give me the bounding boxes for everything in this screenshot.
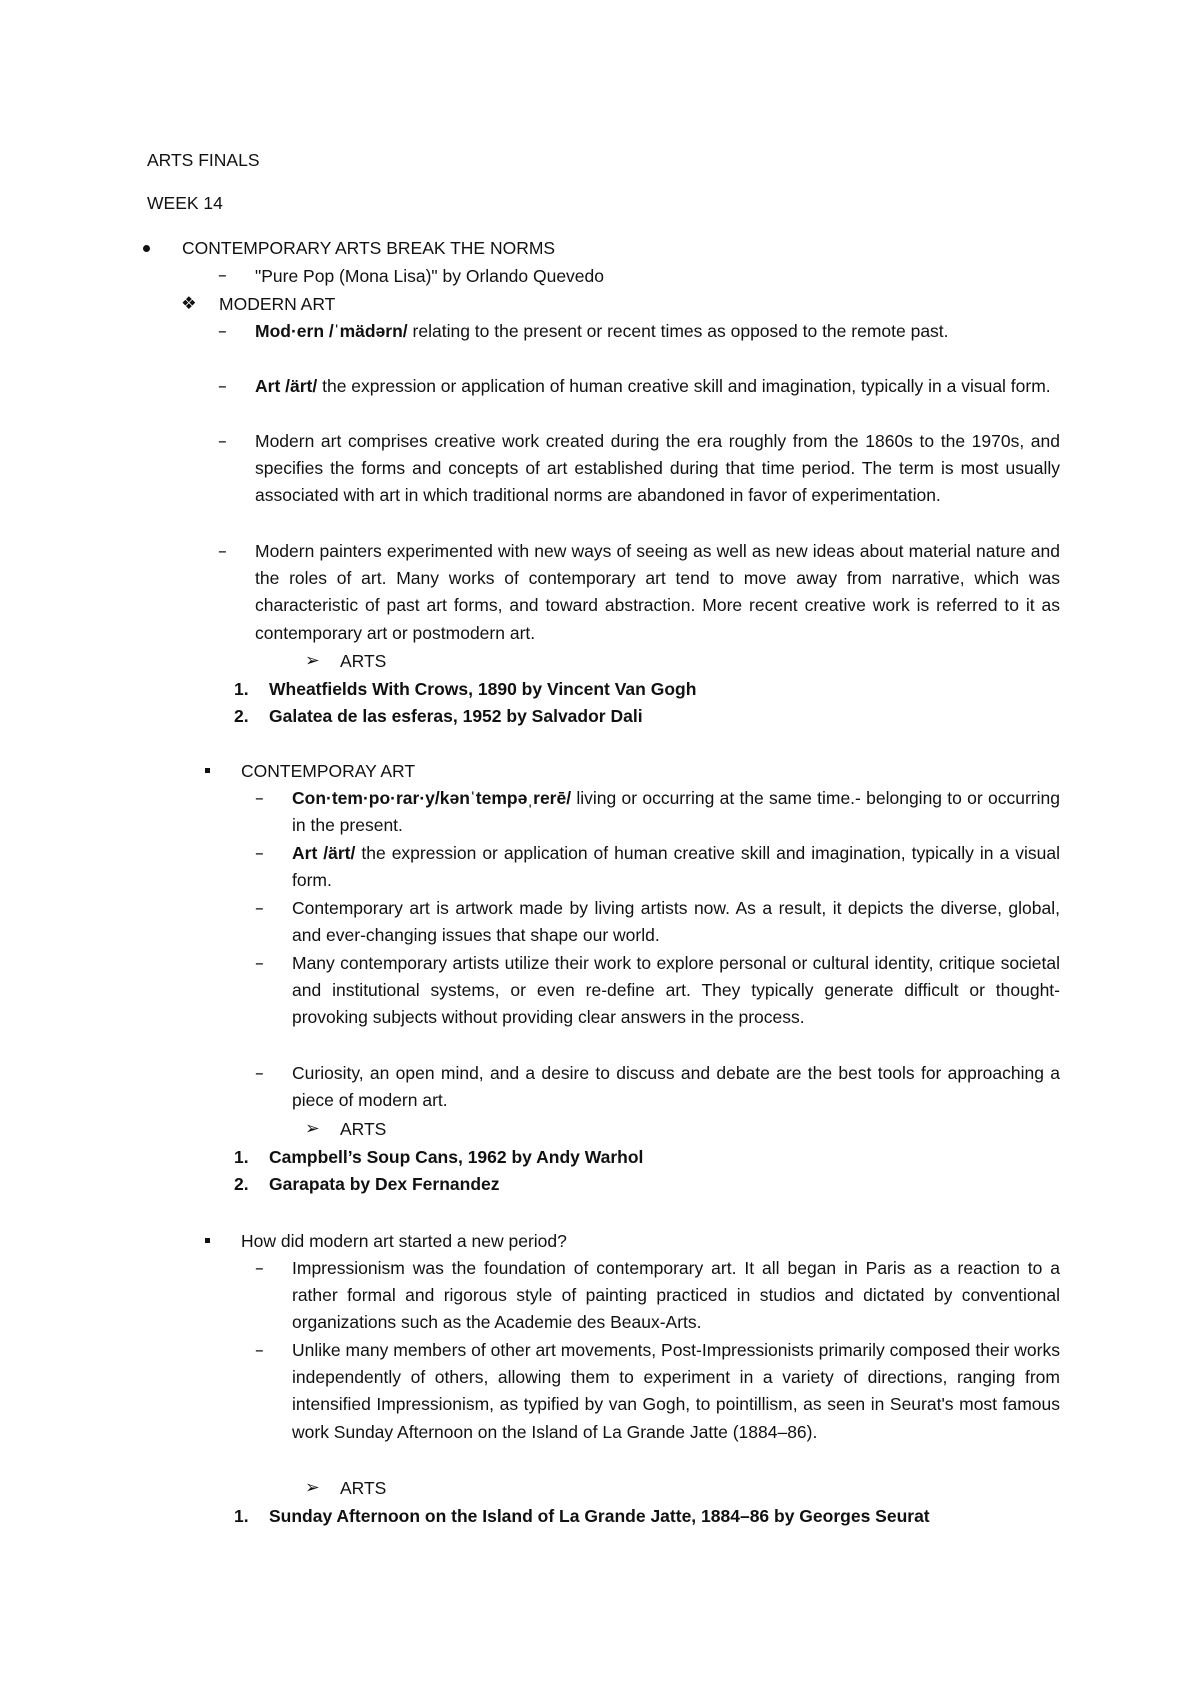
list-number: 2. bbox=[234, 706, 249, 726]
week-label: WEEK 14 bbox=[147, 193, 223, 213]
modern-arts-label: ARTS bbox=[340, 651, 387, 671]
bullet-dot bbox=[143, 245, 150, 252]
dash-marker: – bbox=[255, 789, 264, 809]
section3-heading: How did modern art started a new period? bbox=[241, 1231, 567, 1251]
modern-def1 bbox=[255, 318, 1060, 345]
modern-p3: Modern art comprises creative work created during the era roughly from the 1860s to the 1970s, and specifies the forms and concepts of art established during that time period. The term is most usually associated with art in which traditional norms are abandoned in favor of experimentation. bbox=[255, 431, 1060, 506]
period-art-item-1: Sunday Afternoon on the Island of La Grande Jatte, 1884–86 by Georges Seurat bbox=[269, 1506, 930, 1526]
contemporary-p3: Contemporary art is artwork made by living artists now. As a result, it depicts the diverse, global, and ever-changing issues that shape our world. bbox=[292, 898, 1060, 946]
dash-marker: – bbox=[255, 954, 264, 974]
section1-sub: "Pure Pop (Mona Lisa)" by Orlando Quevedo bbox=[255, 266, 605, 286]
period-p2: Unlike many members of other art movements, Post-Impressionists primarily composed their works independently of others, allowing them to experiment in a variety of directions, ranging from intensified Impressionism, as typified by van Gogh, to pointillism, as seen in Seurat's most famous work Sunday Afternoon on the Island of La Grande Jatte (1884–86). bbox=[292, 1340, 1060, 1442]
modern-p4: Modern painters experimented with new ways of seeing as well as new ideas about material nature and the roles of art. Many works of contemporary art tend to move away from narrative, which was characteristic of past art forms, and toward abstraction. More recent creative work is referred to it as contemporary art or postmodern art. bbox=[255, 541, 1060, 643]
modern-def1-term: Mod·ern /ˈmädərn/ bbox=[255, 321, 408, 341]
dash-marker: – bbox=[255, 1341, 264, 1361]
modern-art-item-1: Wheatfields With Crows, 1890 by Vincent Van Gogh bbox=[269, 679, 697, 699]
dash-marker: – bbox=[218, 377, 227, 397]
diamond-marker: ❖ bbox=[181, 294, 197, 314]
contemporary-def2 bbox=[292, 840, 1060, 894]
period-p1: Impressionism was the foundation of contemporary art. It all began in Paris as a reaction to a rather formal and rigorous style of painting practiced in studios and dictated by conventional organizations such as the Academie des Beaux-Arts. bbox=[292, 1258, 1060, 1333]
dash-marker: – bbox=[218, 322, 227, 342]
dash-marker: – bbox=[255, 899, 264, 919]
contemporary-def1 bbox=[292, 785, 1060, 839]
dash-marker: – bbox=[218, 266, 227, 286]
arrow-marker: ➢ bbox=[305, 1478, 320, 1498]
period-arts-label: ARTS bbox=[340, 1478, 387, 1498]
list-number: 1. bbox=[234, 1506, 249, 1526]
contemporary-def2-text: the expression or application of human creative skill and imagination, typically in a visual form. bbox=[292, 843, 1060, 891]
dash-marker: – bbox=[218, 542, 227, 562]
modern-def2-term: Art /ärt/ bbox=[255, 376, 318, 396]
dash-marker: – bbox=[255, 1259, 264, 1279]
modern-def2 bbox=[255, 373, 1060, 400]
dash-marker: – bbox=[255, 1064, 264, 1084]
doc-title: ARTS FINALS bbox=[147, 150, 260, 170]
contemporary-p5: Curiosity, an open mind, and a desire to discuss and debate are the best tools for approaching a piece of modern art. bbox=[292, 1063, 1060, 1111]
contemporary-p4: Many contemporary artists utilize their work to explore personal or cultural identity, critique societal and institutional systems, or even re-define art. They typically generate difficult or thought-provoking subjects without providing clear answers in the process. bbox=[292, 953, 1060, 1028]
section2-heading: CONTEMPORAY ART bbox=[241, 761, 416, 781]
modern-art-item-2: Galatea de las esferas, 1952 by Salvador Dali bbox=[269, 706, 643, 726]
list-number: 2. bbox=[234, 1174, 249, 1194]
arrow-marker: ➢ bbox=[305, 651, 320, 671]
contemporary-art-item-2: Garapata by Dex Fernandez bbox=[269, 1174, 500, 1194]
contemporary-def1-term: Con·tem·po·rar·y/kənˈtempəˌrerē/ bbox=[292, 788, 572, 808]
dash-marker: – bbox=[218, 432, 227, 452]
contemporary-arts-label: ARTS bbox=[340, 1119, 387, 1139]
list-number: 1. bbox=[234, 679, 249, 699]
contemporary-art-item-1: Campbell’s Soup Cans, 1962 by Andy Warhol bbox=[269, 1147, 644, 1167]
section1-heading: CONTEMPORARY ARTS BREAK THE NORMS bbox=[182, 238, 556, 258]
dash-marker: – bbox=[255, 844, 264, 864]
modern-def2-text: the expression or application of human creative skill and imagination, typically in a visual form. bbox=[322, 376, 1051, 396]
list-number: 1. bbox=[234, 1147, 249, 1167]
modern-def1-text: relating to the present or recent times as opposed to the remote past. bbox=[412, 321, 949, 341]
bullet-square bbox=[205, 1238, 210, 1243]
contemporary-def1-text: living or occurring at the same time.- belonging to or occurring in the present. bbox=[292, 788, 1060, 836]
bullet-square bbox=[205, 768, 210, 773]
modern-heading: MODERN ART bbox=[219, 294, 336, 314]
arrow-marker: ➢ bbox=[305, 1119, 320, 1139]
contemporary-def2-term: Art /ärt/ bbox=[292, 843, 356, 863]
